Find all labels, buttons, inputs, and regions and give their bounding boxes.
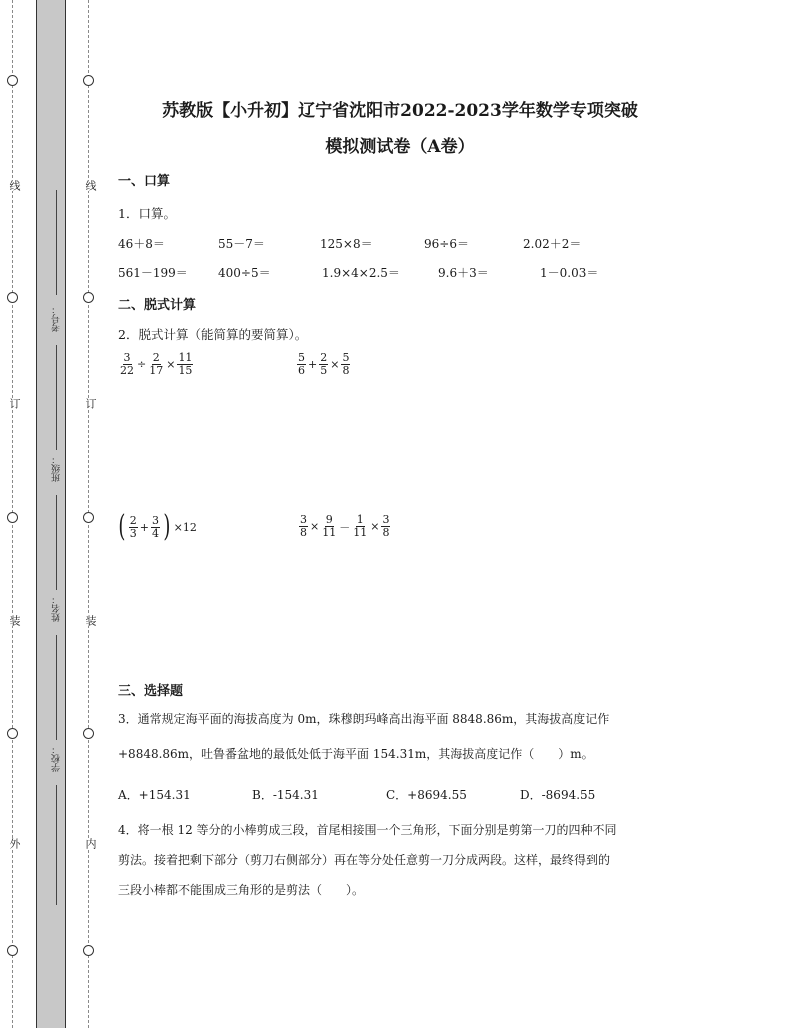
mental-math-item: 55－7＝	[218, 237, 265, 251]
fraction	[321, 514, 337, 539]
denominator: 8	[382, 526, 390, 539]
expression-3	[116, 509, 198, 544]
operator: ×	[310, 520, 320, 533]
question-4-text: 剪法。接着把剩下部分（剪刀右侧部分）再在等分处任意剪一刀分成两段。这样，最终得到的	[118, 853, 611, 867]
operator: ×	[370, 520, 380, 533]
expression-4	[298, 514, 391, 539]
numerator: 11	[178, 351, 193, 364]
denominator: 5	[320, 364, 328, 377]
binding-hole	[7, 512, 18, 523]
question-label: 1．口算。	[118, 206, 176, 221]
binding-hole	[7, 292, 18, 303]
field-blank	[56, 785, 57, 905]
denominator: 4	[151, 526, 159, 540]
mental-math-item: 9.6＋3＝	[438, 266, 489, 280]
left-paren: (	[118, 509, 126, 544]
denominator: 17	[149, 364, 164, 377]
school-label: 学校：	[52, 745, 62, 772]
question-4-text: 4．将一根 12 等分的小棒剪成三段，首尾相接围一个三角形，下面分别是剪第一刀的四种不同	[118, 823, 617, 837]
field-blank	[56, 190, 57, 295]
fraction	[352, 514, 368, 539]
inner-char: 订	[84, 398, 97, 409]
page-title: 苏教版【小升初】辽宁省沈阳市2022-2023学年数学专项突破	[162, 101, 638, 121]
section-heading: 一、口算	[118, 174, 171, 189]
option-d[interactable]: D．-8694.55	[520, 788, 596, 802]
fraction	[297, 352, 306, 377]
field-blank	[56, 635, 57, 740]
fraction	[299, 514, 308, 539]
denominator: 11	[353, 526, 368, 539]
operator: ×	[166, 358, 176, 371]
denominator: 8	[300, 526, 307, 539]
question-label: 2．脱式计算（能简算的要简算）。	[118, 327, 308, 342]
fraction	[341, 352, 350, 377]
fraction	[319, 352, 328, 377]
binding-hole	[7, 75, 18, 86]
field-blank	[56, 345, 57, 450]
numerator: 2	[129, 513, 137, 527]
fraction	[381, 514, 390, 539]
numerator: 2	[320, 351, 328, 364]
binding-hole	[83, 292, 94, 303]
question-4-text: 三段小棒都不能围成三角形的是剪法（ ）。	[118, 883, 365, 897]
mental-math-item: 2.02＋2＝	[523, 237, 582, 251]
mental-math-item: 1.9×4×2.5＝	[322, 266, 400, 280]
operator: ÷	[137, 358, 147, 371]
binding-hole	[7, 945, 18, 956]
fraction	[151, 515, 160, 540]
section-heading: 三、选择题	[118, 684, 184, 699]
page-subtitle: 模拟测试卷（A卷）	[325, 137, 475, 157]
denominator: 15	[178, 364, 193, 377]
right-paren: )	[163, 509, 171, 544]
denominator: 3	[129, 526, 137, 540]
inner-char: 线	[84, 180, 97, 191]
outer-char: 装	[8, 615, 21, 626]
question-3-text: +8848.86m，吐鲁番盆地的最低处低于海平面 154.31m，其海拔高度记作（ ）m。	[118, 747, 594, 761]
numerator: 3	[151, 513, 159, 527]
binding-hole	[83, 75, 94, 86]
mental-math-item: 561－199＝	[118, 266, 188, 280]
binding-hole	[83, 512, 94, 523]
outer-char: 订	[8, 398, 21, 409]
denominator: 6	[298, 364, 305, 377]
fraction	[129, 515, 138, 540]
numerator: 3	[382, 513, 390, 526]
name-label: 姓名：	[52, 595, 62, 622]
operator: +	[139, 520, 149, 534]
mental-math-item: 400÷5＝	[218, 266, 271, 280]
fraction	[177, 352, 193, 377]
option-b[interactable]: B．-154.31	[252, 788, 319, 802]
binding-hole	[83, 728, 94, 739]
binding-hole	[83, 945, 94, 956]
mental-math-item: 46＋8＝	[118, 237, 165, 251]
fraction	[119, 352, 135, 377]
denominator: 22	[120, 364, 134, 377]
field-blank	[56, 495, 57, 590]
binding-strip	[36, 0, 66, 1028]
mental-math-item: 96÷6＝	[424, 237, 469, 251]
inner-char: 装	[84, 615, 97, 626]
exam-number-label: 考号：	[52, 305, 62, 332]
fraction	[148, 352, 164, 377]
operator-tail: ×12	[173, 520, 197, 534]
outer-char: 线	[8, 180, 21, 191]
operator: ×	[330, 358, 340, 371]
inner-char: 内	[84, 838, 97, 849]
expression-2	[296, 352, 351, 377]
class-label: 班级：	[52, 455, 62, 482]
section-heading: 二、脱式计算	[118, 298, 197, 313]
numerator: 5	[298, 351, 305, 364]
mental-math-item: 125×8＝	[320, 237, 373, 251]
numerator: 3	[300, 513, 307, 526]
numerator: 2	[152, 351, 160, 364]
mental-math-item: 1－0.03＝	[540, 266, 599, 280]
operator: +	[308, 358, 318, 371]
denominator: 11	[322, 526, 337, 539]
numerator: 3	[123, 351, 131, 364]
denominator: 8	[342, 364, 350, 377]
expression-1	[118, 352, 194, 377]
numerator: 9	[325, 513, 333, 526]
option-a[interactable]: A．+154.31	[118, 788, 191, 802]
binding-hole	[7, 728, 18, 739]
numerator: 5	[342, 351, 350, 364]
operator: －	[339, 520, 351, 534]
option-c[interactable]: C．+8694.55	[386, 788, 467, 802]
question-3-text: 3．通常规定海平面的海拔高度为 0m，珠穆朗玛峰高出海平面 8848.86m，其海拔高度记作	[118, 712, 610, 726]
numerator: 1	[356, 513, 364, 526]
outer-char: 外	[8, 838, 21, 849]
